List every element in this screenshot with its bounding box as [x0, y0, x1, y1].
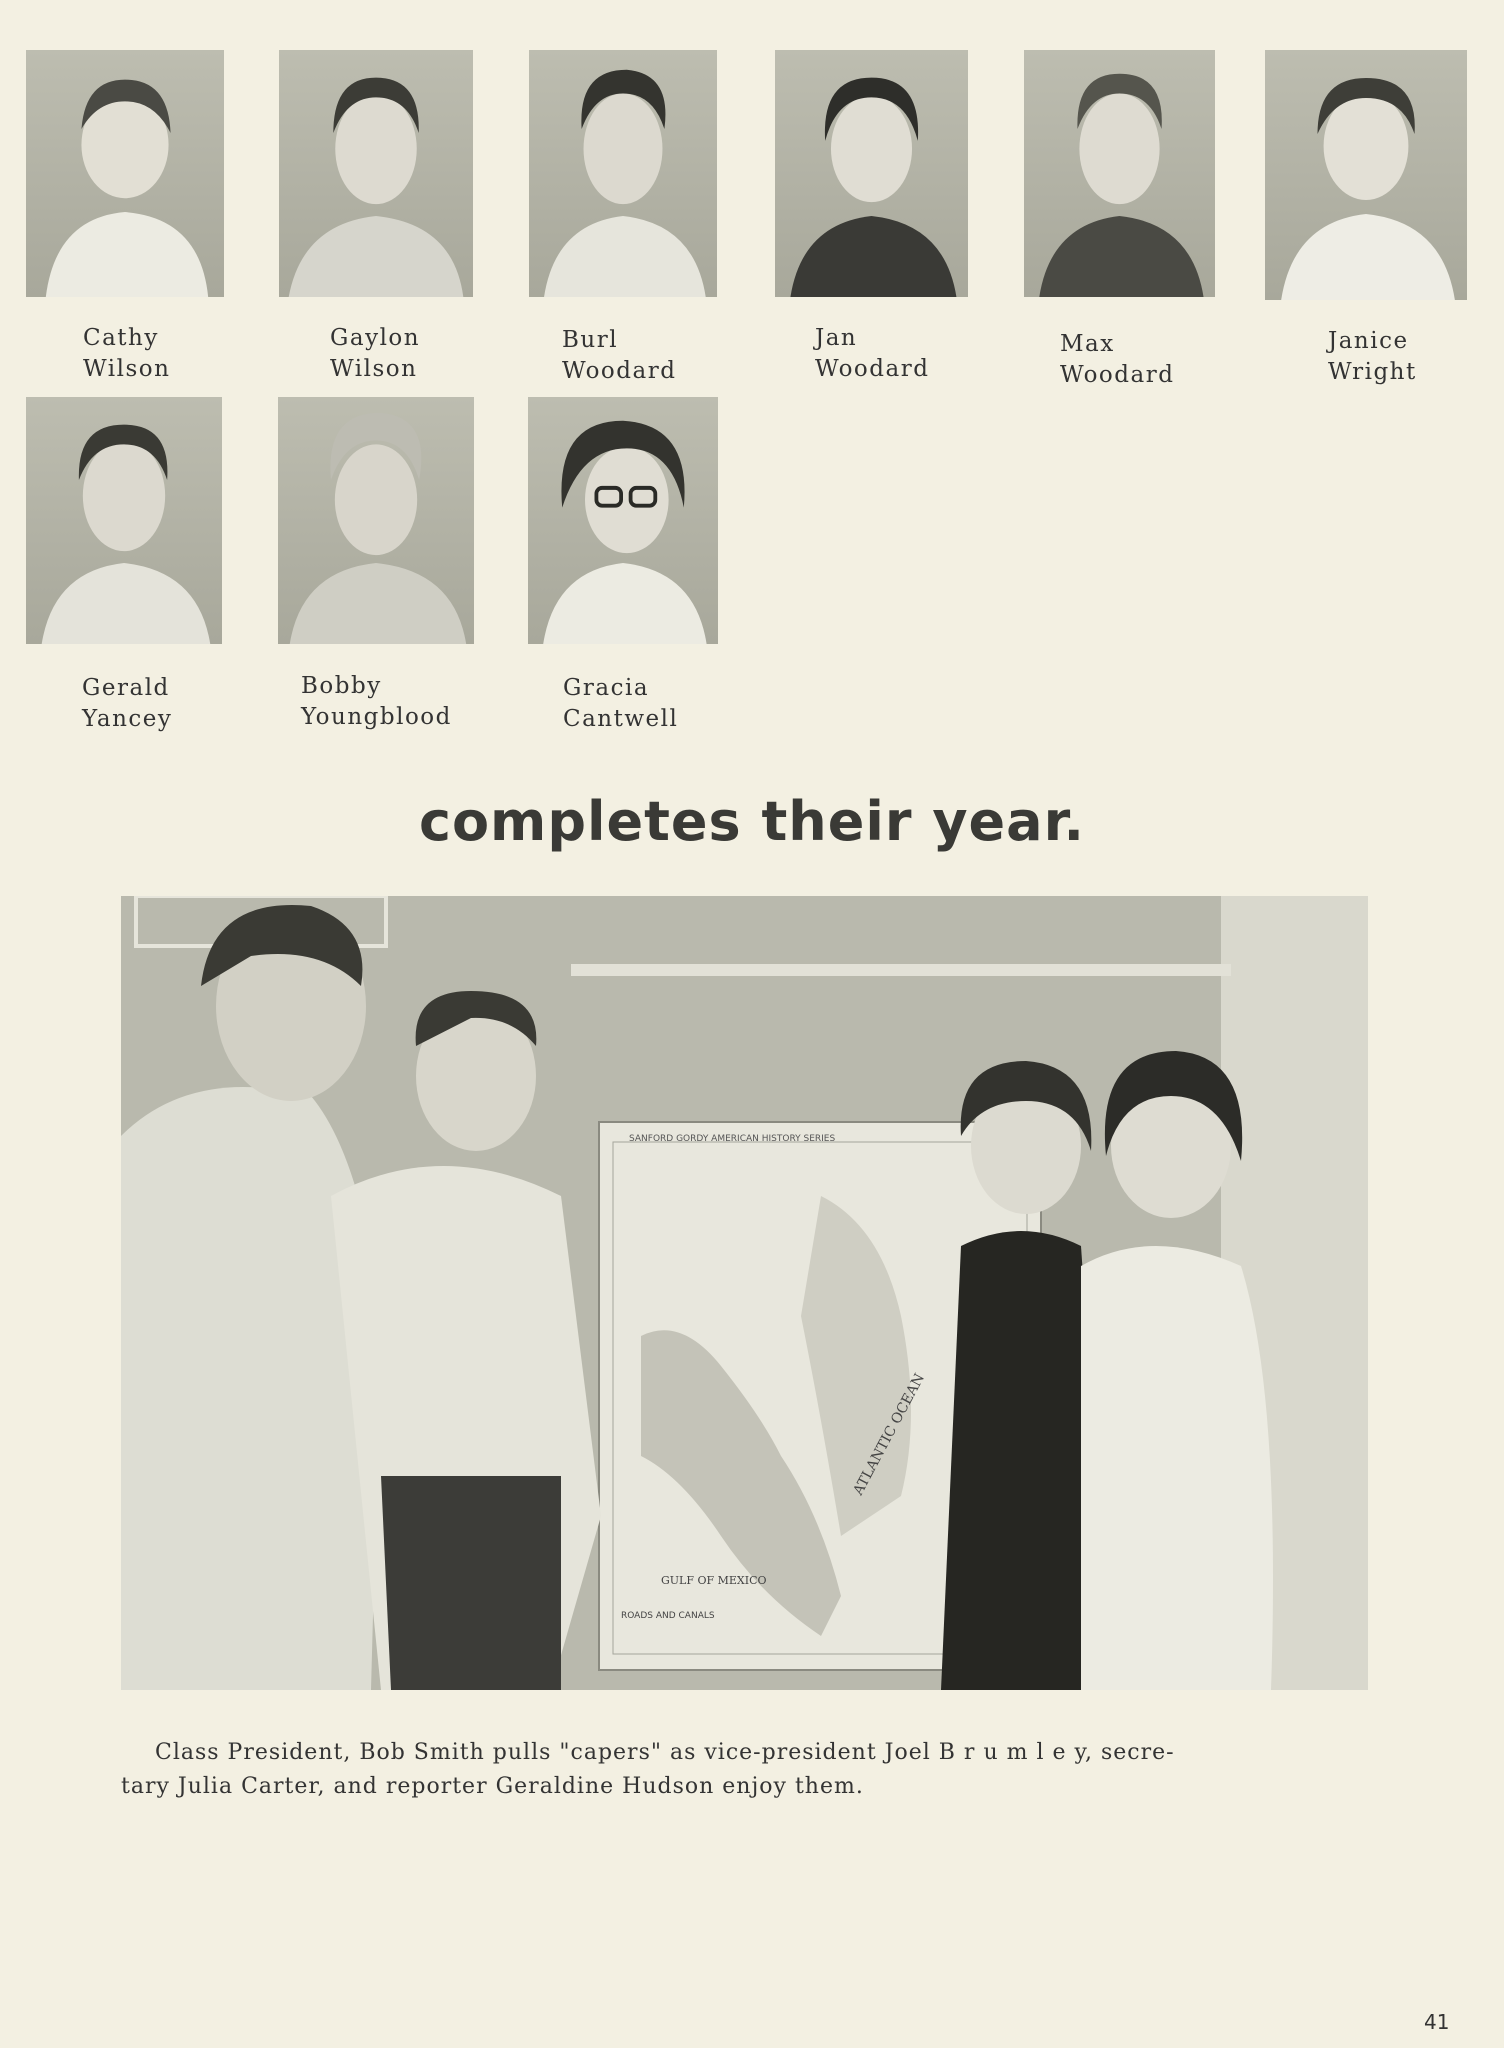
map-title: SANFORD GORDY AMERICAN HISTORY SERIES [629, 1134, 836, 1144]
portrait-photo [1265, 50, 1467, 300]
portrait-photo [529, 50, 717, 297]
portrait-photo [26, 50, 224, 297]
student-name: Max Woodard [1060, 331, 1175, 388]
map-label-gulf: GULF OF MEXICO [661, 1574, 767, 1587]
student-name: Gerald Yancey [82, 675, 173, 732]
portrait-photo [279, 50, 473, 297]
student-name: Gaylon Wilson [330, 325, 421, 382]
portrait-photo [278, 397, 474, 644]
portrait-photo [26, 397, 222, 644]
student-name: Gracia Cantwell [563, 675, 679, 732]
student-name: Janice Wright [1328, 328, 1417, 385]
caption-line: tary Julia Carter, and reporter Geraldine Hudson enjoy them. [121, 1774, 864, 1799]
portrait-photo [1024, 50, 1215, 297]
student-name: Burl Woodard [562, 327, 677, 384]
page-number: 41 [1424, 2010, 1450, 2034]
group-photo [121, 896, 1368, 1690]
student-name: Cathy Wilson [83, 325, 171, 382]
map-label-ocean: ATLANTIC OCEAN [850, 1371, 928, 1498]
portrait-photo [775, 50, 968, 297]
photo-caption [121, 1736, 1381, 1804]
caption-line: Class President, Bob Smith pulls "capers" as vice-president Joel B r u m l e y, secre- [155, 1740, 1175, 1765]
student-name: Jan Woodard [815, 325, 930, 382]
section-headline: completes their year. [418, 790, 1086, 853]
portrait-photo [528, 397, 718, 644]
map-label-roads: ROADS AND CANALS [621, 1611, 715, 1621]
student-name: Bobby Youngblood [301, 673, 452, 730]
